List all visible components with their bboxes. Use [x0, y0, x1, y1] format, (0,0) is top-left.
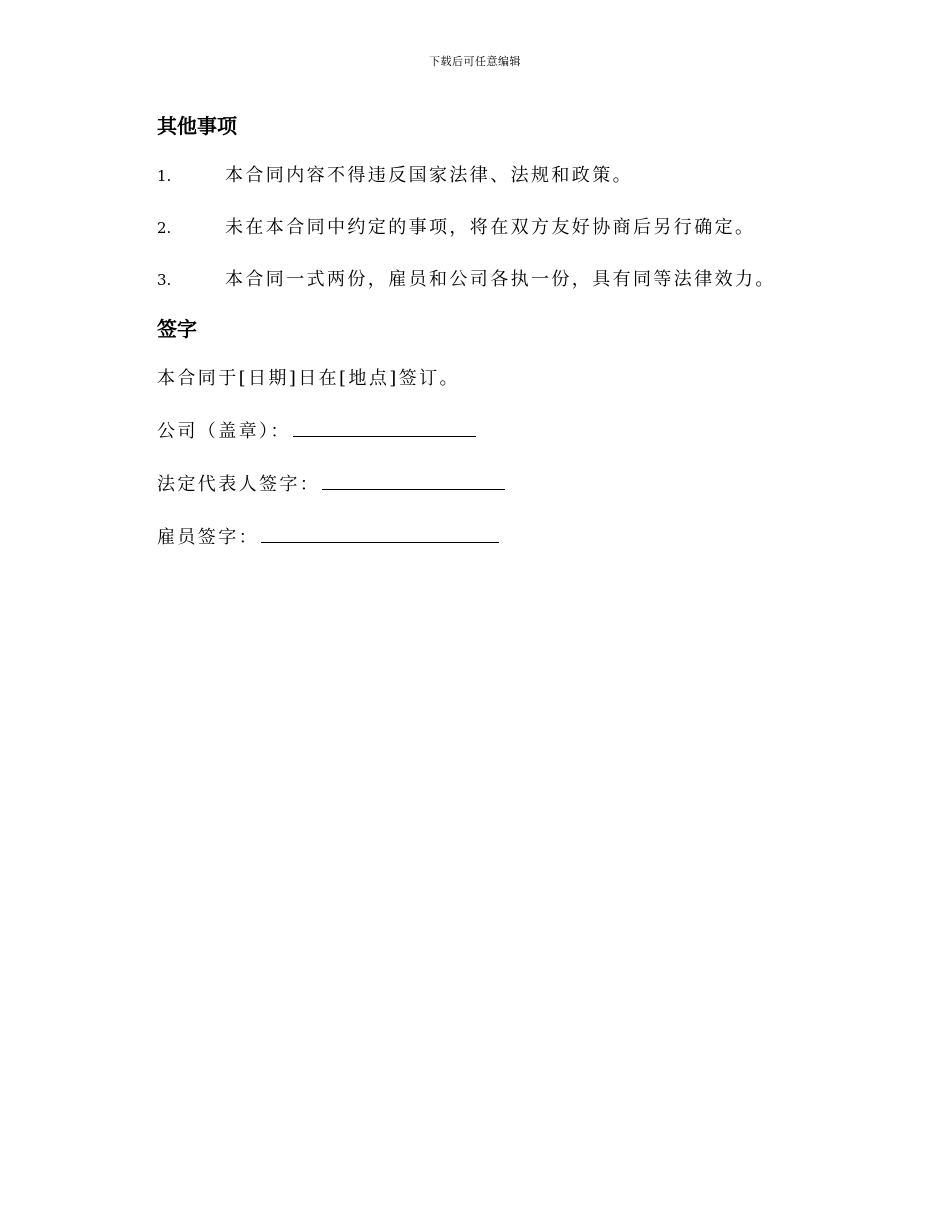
list-item-text: 未在本合同中约定的事项，将在双方友好协商后另行确定。	[225, 217, 756, 238]
list-item-number: 3.	[157, 271, 172, 289]
employee-sign-line	[157, 524, 837, 551]
list-item-text: 本合同一式两份，雇员和公司各执一份，具有同等法律效力。	[225, 269, 776, 290]
header-note: 下载后可任意编辑	[429, 55, 521, 68]
list-item-text: 本合同内容不得违反国家法律、法规和政策。	[225, 165, 633, 186]
date-place-line: 本合同于[日期]日在[地点]签订。	[157, 368, 460, 389]
legal-rep-label: 法定代表人签字：	[157, 474, 321, 495]
list-item	[157, 163, 837, 189]
list-item	[157, 267, 837, 293]
other-matters-list	[157, 163, 837, 293]
document-content	[157, 112, 837, 551]
list-item	[157, 215, 837, 241]
section-title-other-matters: 其他事项	[157, 114, 237, 138]
legal-rep-line	[157, 471, 837, 498]
section-title-signature: 签字	[157, 317, 197, 341]
company-seal-blank	[293, 418, 476, 437]
employee-sign-label: 雇员签字：	[157, 527, 259, 548]
employee-sign-blank	[261, 524, 499, 543]
list-item-number: 2.	[157, 219, 172, 237]
legal-rep-blank	[322, 471, 505, 490]
company-seal-line	[157, 418, 837, 445]
company-seal-label: 公司（盖章）：	[157, 421, 291, 442]
list-item-number: 1.	[157, 167, 172, 185]
